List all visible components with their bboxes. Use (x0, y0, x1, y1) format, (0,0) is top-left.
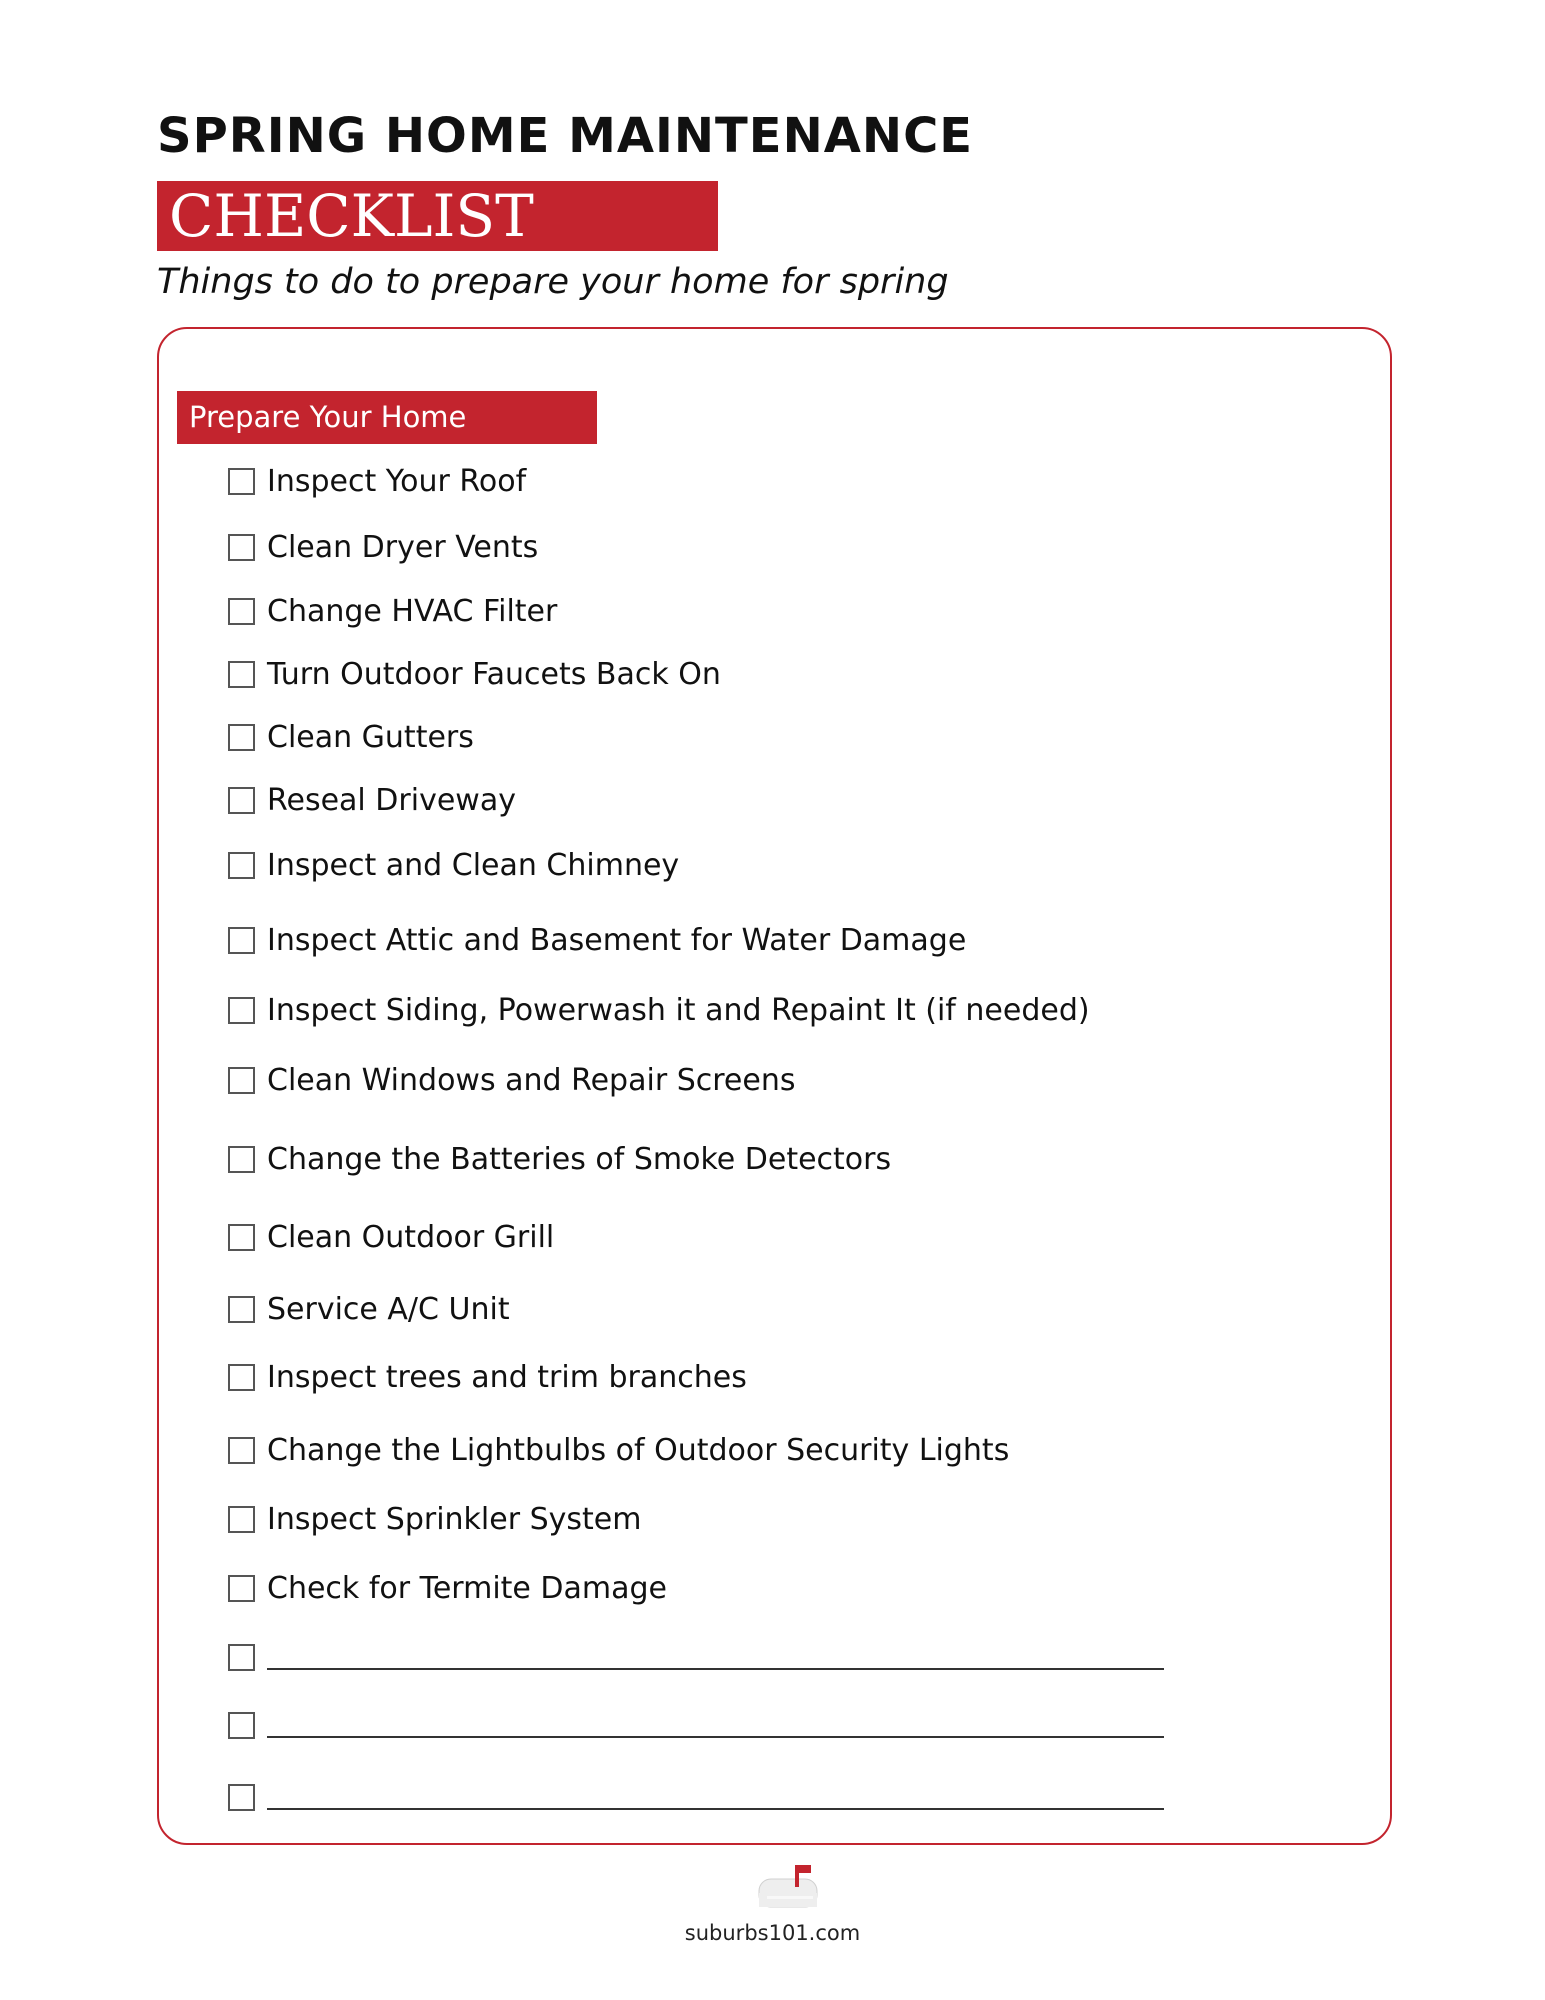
checkbox[interactable] (228, 534, 255, 561)
checkbox[interactable] (228, 1575, 255, 1602)
page-title: SPRING HOME MAINTENANCE (157, 108, 974, 164)
checkbox[interactable] (228, 661, 255, 688)
checkbox[interactable] (228, 598, 255, 625)
checklist-item (228, 1289, 510, 1329)
checkbox[interactable] (228, 1224, 255, 1251)
checklist-item (228, 717, 474, 757)
checkbox[interactable] (228, 468, 255, 495)
checklist-item-label: Change the Lightbulbs of Outdoor Security Lights (267, 1432, 1010, 1468)
page-subtitle: Things to do to prepare your home for spring (157, 262, 949, 302)
checkbox[interactable] (228, 724, 255, 751)
checkbox[interactable] (228, 1296, 255, 1323)
checklist-item (228, 1357, 747, 1397)
checklist-banner: CHECKLIST (157, 181, 718, 251)
blank-checklist-item (228, 1705, 1164, 1745)
checkbox[interactable] (228, 927, 255, 954)
checklist-item (228, 845, 679, 885)
checklist-item-label: Inspect Siding, Powerwash it and Repaint It (if needed) (267, 992, 1090, 1028)
blank-checklist-item (228, 1637, 1164, 1677)
checklist-item-label: Clean Windows and Repair Screens (267, 1062, 796, 1098)
checklist-item-label: Change HVAC Filter (267, 593, 558, 629)
checklist-item (228, 780, 516, 820)
checkbox[interactable] (228, 997, 255, 1024)
checklist-item-label: Change the Batteries of Smoke Detectors (267, 1141, 892, 1177)
checkbox[interactable] (228, 1712, 255, 1739)
checkbox[interactable] (228, 787, 255, 814)
checklist-item (228, 591, 557, 631)
checkbox[interactable] (228, 1437, 255, 1464)
checkbox[interactable] (228, 852, 255, 879)
checklist-item (228, 461, 526, 501)
checklist-item-label: Inspect Sprinkler System (267, 1501, 642, 1537)
checklist-item-label: Check for Termite Damage (267, 1570, 668, 1606)
checklist-item-label: Reseal Driveway (267, 782, 516, 818)
checklist-item (228, 1430, 1009, 1470)
checklist-item-label: Clean Outdoor Grill (267, 1219, 555, 1255)
checklist-item (228, 1139, 891, 1179)
checklist-item (228, 920, 966, 960)
blank-checklist-item (228, 1777, 1164, 1817)
checkbox[interactable] (228, 1146, 255, 1173)
checklist-item-label: Inspect trees and trim branches (267, 1359, 747, 1395)
checklist-item (228, 990, 1090, 1030)
checkbox[interactable] (228, 1644, 255, 1671)
checkbox[interactable] (228, 1364, 255, 1391)
checklist-item (228, 527, 538, 567)
blank-line[interactable] (267, 1668, 1164, 1670)
checklist-item-label: Clean Gutters (267, 719, 474, 755)
blank-line[interactable] (267, 1808, 1164, 1810)
checklist-item (228, 1060, 795, 1100)
checklist-item (228, 654, 721, 694)
checkbox[interactable] (228, 1784, 255, 1811)
section-header: Prepare Your Home (177, 391, 597, 444)
mailbox-logo (749, 1865, 833, 1909)
checklist-item-label: Inspect and Clean Chimney (267, 847, 680, 883)
checklist-item-label: Inspect Attic and Basement for Water Damage (267, 922, 967, 958)
checklist-item-label: Clean Dryer Vents (267, 529, 539, 565)
checklist-item-label: Service A/C Unit (267, 1291, 510, 1327)
checklist-item (228, 1217, 554, 1257)
checklist-item-label: Inspect Your Roof (267, 463, 527, 499)
checkbox[interactable] (228, 1506, 255, 1533)
checklist-item-label: Turn Outdoor Faucets Back On (267, 656, 721, 692)
footer-url[interactable]: suburbs101.com (684, 1921, 861, 1945)
checklist-item (228, 1568, 667, 1608)
checkbox[interactable] (228, 1067, 255, 1094)
checklist-item (228, 1499, 641, 1539)
blank-line[interactable] (267, 1736, 1164, 1738)
